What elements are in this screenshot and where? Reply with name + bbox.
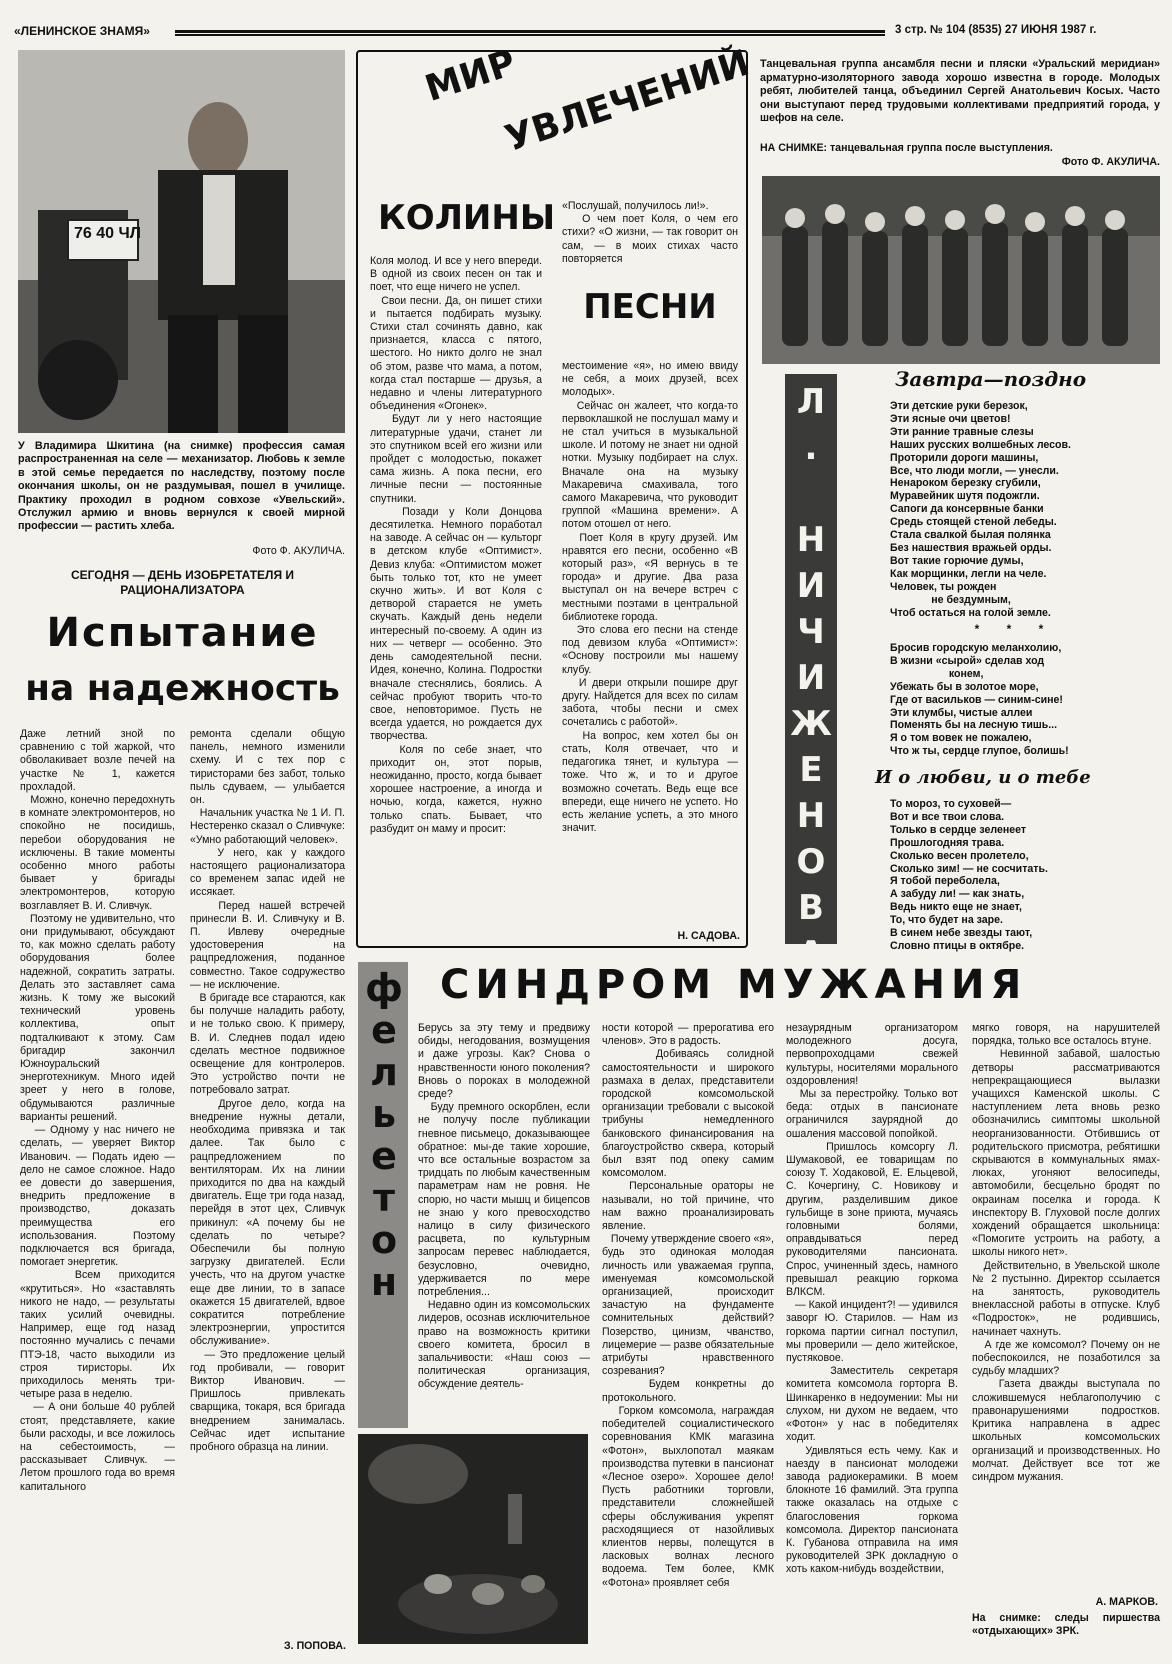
- feuilleton-column-3: незаурядным организатором молодежного досуга, первопроходцами свежей культуры, носителями морального оздоровления! Мы за перестройку. Только вот беда: отдых в пансионате ограничился заурядной до ошаления массовой попойкой. Пришлось комсоргу Л. Шумаковой, ее товарищам по союзу Т. Ходаковой, Е. Ельцевой, С. Кочергину, С. Новикову и другим, разделившим дикое гульбище в зоне приюта, мучаясь головными болями, оправдываться перед руководителями пансионата. Спрос, учиненный здесь, намного превышал реакцию горкома ВЛКСМ. — Какой инцидент?! — удивился заворг Ю. Старилов. — Нам из горкома партии сигнал поступил, мы проверили — дело житейское, пустяковое. Заместитель секретаря комитета комсомола горторга В. Шинкаренко в недоумении: Мы ни слухом, ни духом не ведаем, что «Фотон» у нас в победителях ходит. Удивляться есть чему. Как и наезду в пансионат молодежи завода радиокерамики. В моем блокноте 16 фамилий. Эта группа также оказалась на отдыхе с благословения горкома комсомола. Директор пансионата К. Губанова отправила на имя руководителей ЗРК докладную о хоть каком-нибудь воздействии,: [786, 1022, 958, 1576]
- poem2-line: В жизни «сырой» сделав ход: [890, 654, 1045, 667]
- photo-left-credit: Фото Ф. АКУЛИЧА.: [252, 545, 345, 557]
- tractor-plate-number: 76 40 ЧЛ: [74, 225, 141, 242]
- poem3-line: Сколько весен пролетело,: [890, 849, 1029, 862]
- poem2-line: Где от васильков — синим-сине!: [890, 693, 1063, 706]
- photo-tractor-driver-drawing: [18, 50, 345, 433]
- feuilleton-title: СИНДРОМ МУЖАНИЯ: [440, 962, 1028, 1008]
- photo-left-caption: У Владимира Шкитина (на снимке) профессия самая распространенная на селе — механизатор. Любовь к земле в этой семье передается по наследству, поэтому после окончания школы, он не раздумывая, пошел в училище. Практику проходил в родном совхозе «Увельский». Отслужил армию и вновь вернулся к своей мирной профессии — растить хлеба.: [18, 440, 348, 533]
- masthead-paper-name: «ЛЕНИНСКОЕ ЗНАМЯ»: [14, 24, 150, 38]
- poem1-line: Без нашествия вражьей орды.: [890, 541, 1052, 554]
- poem1-line: Человек, ты рожден: [890, 580, 997, 593]
- hobby-title-part2: ПЕСНИ: [583, 287, 717, 327]
- feuilleton-column-4: мягко говоря, на нарушителей порядка, только все осталось втуне. Невинной забавой, шалостью детворы рассматриваются непрекращающиеся вылазки учащихся Каменской школы. С наступлением лета вновь резко обозначились симптомы школьной неорганизованности. Отбившись от родительского присмотра, ребятишки скрываются в коммунальных ямах-люках, угоняют велосипеды, автомобили, бесцельно бродят по окраинам поселка и города. К инспектору В. Глуховой после долгих хождений обращается школьница: «Помогите устроить на работу, а школы никого нет». Действительно, в Увельской школе № 2 пустынно. Директор ссылается на занятость, руководитель внеклассной работы в отпуске. Клуб «Подросток», не родившись, начинает чахнуть. А где же комсомол? Почему он не побеспокоился, не позаботился за судьбу младших? Газета дважды выступала по сложившемуся неблагополучию с правонарушениями подростков. Критика направлена в адрес школьных комсомольских организаций и производственных. Но молчат. Действует все тот же синдром мужания.: [972, 1022, 1160, 1483]
- inventor-column-1: Даже летний зной по сравнению с той жаркой, что обволакивает возле печей на участке № 1, кажется прохладой. Можно, конечно передохнуть в комнате электромонтеров, но спокойно не посидишь, перебои оборудования не исключены. В такие моменты особенно много работы бывает у бригады электромонтеров, которую возглавляет В. И. Сливчук. Поэтому не удивительно, что они придумывают, обсуждают то, как можно сделать работу оборудования более надежной, сократить затраты. Делать это заставляет сама жизнь. К тому же высокий технический уровень коллектива, опыт подталкивают к этому. Сам бригадир закончил Южноуральский энерготехникум. Много идей зреет у него в голове, обдумываются различные варианты решений. — Одному у нас ничего не сделать, — уверяет Виктор Иванович. — Подать идею — дело не самое сложное. Надо ее довести до завершения, внедрить предложение в производство, доказать преимущества его использования. Поэтому подключается вся бригада, помогает энергетик. Всем приходится «крутиться». Но «заставлять никого не надо, — результаты таких усилий очевидны. Например, еще год назад постоянно мучались с печами ПТЭ-18, часто выходили из строя тиристоры. Их приходилось менять три-четыре раза в неделю. — А они больше 40 рублей стоят, представляете, какие были расходы, и все ложилось на себестоимость, — рассказывает Сливчук. — Летом прошлого года во время капитального: [20, 728, 175, 1493]
- masthead-issue-info: 3 стр. № 104 (8535) 27 ИЮНЯ 1987 г.: [895, 24, 1097, 36]
- feuilleton-rubric-band: [358, 962, 408, 1428]
- poem2-line: Эти клумбы, чистые аллеи: [890, 706, 1033, 719]
- poem3-lines: [890, 798, 1165, 958]
- poem2-line: Поменять бы на лесную тишь...: [890, 719, 1058, 732]
- feuilleton-column-2: ности которой — прерогатива его членов». Это в радость. Добиваясь солидной самостоятельности и широкого размаха в делах, представители городской комсомольской организации требовали с высокой трибуны немедленного банковского финансирования на благоустройство сквера, который был взят под опеку самим комсомолом. Персональные ораторы не называли, но той причине, что нам важно проанализировать явление. Почему утверждение своего «я», будь это одинокая молодая личность или уважаемая группа, именуемая комсомольской организацией, происходит зачастую на фундаменте сомнительных действий? Позерство, цинизм, чванство, лицемерие — разве обязательные атрибуты нравственного созревания? Будем конкретны до протокольного. Горком комсомола, награждая победителей социалистического соревнования КМК магазина «Фотон», выхлопотал маякам производства путевки в пансионат «Лесное озеро». Хорошее дело! Пусть работники торговли, представители сложнейшей сферы обслуживания укрепят расходящиеся от назойливых клиентов нервы, полещутся в ласковых волнах лесного водоема. Тем более, КМК «Фотона» проявляет себя: [602, 1022, 774, 1589]
- photo-dance-group-drawing: [762, 176, 1160, 364]
- poem3-line: В синем небе звезды тают,: [890, 927, 1033, 940]
- hobby-author: Н. САДОВА.: [677, 930, 740, 942]
- inventor-author: З. ПОПОВА.: [284, 1640, 346, 1652]
- poem1-line: Чтоб остаться на голой земле.: [890, 606, 1051, 619]
- poem3-line: То, что будет на заре.: [890, 914, 1003, 927]
- poem1-line: Эти детские руки березок,: [890, 400, 1028, 412]
- poem-separator: * * *: [974, 622, 1056, 636]
- hobby-column-2: местоимение «я», но имею ввиду не себя, а моих друзей, всех молодых». Сейчас он жалеет, что когда-то первоклашкой не послушал маму и не стал учиться в музыкальной школе. И потому не знает ни одной нотки. Музыку подбирает на слух. Вначале она на музыку Макаревича смахивала, того самого Макаревича, что руководит группой «Машина времени». А потом отошел от него. Поет Коля в кругу друзей. Им нравятся его песни, особенно «В который раз», «Я вернусь в те города» и другие. Два раза выступал он на вечере встреч с местными поэтами в центральной библиотеке города. Это слова его песни на стенде под девизом клуба «Оптимист»: «Основу построили мы нашему клубу. И двери открыли пошире друг другу. Найдется для всех по силам забота, чтобы песни и смех сочетались с работой». На вопрос, кем хотел бы он стать, Коля отвечает, что и педагогика тянет, и культура — тоже. Что ж, и то и другое возможно сочетать. Ведь еще все впереди, еще ничего не успето. Но есть желание успеть, а это много значит.: [562, 360, 738, 835]
- feuilleton-rubric-text: фельетон: [362, 966, 406, 1302]
- poem2-line: Убежать бы в золотое море,: [890, 680, 1039, 693]
- poem1-line: Проторили дороги машины,: [890, 451, 1039, 464]
- poet-name-vertical: [785, 374, 837, 980]
- poem1-line: Все, что люди могли, — унесли.: [890, 464, 1059, 477]
- dance-photo-caption: НА СНИМКЕ: танцевальная группа после выступления.: [760, 142, 1053, 154]
- poem1-line: Ненароком березку сгубили,: [890, 477, 1041, 490]
- dance-text: Танцевальная группа ансамбля песни и пляски «Уральский меридиан» арматурно-изоляторного завода хорошо известна в городе. Молодых ребят, любителей танца, объединил Сергей Анатольевич Косых. Часто они выступают перед трудовыми коллективами предприятий города, у шефов на селе.: [760, 58, 1163, 125]
- photo-party-remains: [358, 1434, 588, 1644]
- poem1-lines: [890, 400, 1165, 620]
- poem2-line: конем,: [890, 667, 984, 680]
- poem3-line: Сколько зим! — не сосчитать.: [890, 862, 1048, 875]
- poem1-line: Сапоги да консервные банки: [890, 503, 1044, 516]
- hobby-rubric-word1: МИР: [420, 42, 521, 110]
- feuilleton-column-1: Берусь за эту тему и предвижу обиды, негодования, возмущения и даже угрозы. Как? Снова о нравственности юного поколения? Вновь о пороках в молодежной среде? Буду премного оскорблен, если не получу после публикации гневное письмецо, доказывающее обратное: мы-де такие хорошие, что все остальные возрастом за тридцать по любым качественным параметрам нам не ровня. Не спорю, но части мышц и бицепсов не знаю у кого превосходство налицо в силу физического расцвета, по культурным запросам перевес наблюдается, безусловно, очевидно, удерживается по мере потребления... Недавно один из комсомольских лидеров, осознав исключительное право на возможность критики своего комитета, бросил в запальчивости: «Наш союз — политическая организация, обсуждение деятель-: [418, 1022, 590, 1391]
- poem3-title: И о любви, и о тебе: [875, 767, 1091, 788]
- poem3-line: Словно птицы в октябре.: [890, 939, 1025, 952]
- poem1-line: Средь стоящей стеной лебеды.: [890, 516, 1057, 529]
- photo-dance-group: [762, 176, 1160, 364]
- poem2-line: Что ж ты, сердце глупое, болишь!: [890, 745, 1069, 758]
- hobby-column-1: Коля молод. И все у него впереди. В одной из своих песен он так и поет, что еще ничего не успел. Свои песни. Да, он пишет стихи и пытается подбирать музыку. Стихи стал сочинять давно, как признается, класса с пятого, шестого. Но никто долго не знал об этом, разве что мама, а потом, когда стал постарше — друзья, а недавно и члены литературного объединения «Огонек». Будут ли у него настоящие литературные удачи, станет ли это спутником всей его жизни или пройдет с молодостью, покажет сама жизнь. А пока песни, его личные песни — постоянные спутники. Позади у Коли Донцова десятилетка. Немного поработал на заводе. А сейчас он — культорг в детском клубе «Оптимист». Девиз клуба: «Оптимистом может быть только тот, кто не умеет скучно жить». И вот Коля с детворой старается не уметь скучать. Каждый день недели интересный по-своему. А один из них — четверг — особенно. Это день самодеятельной песни. Идея, конечно, Колина. Подростки вначале стеснялись, боялись. А сейчас пробуют творить что-то свое, неповторимое. Пусть не всегда удается, но рождается дух творчества. Коля по себе знает, что приходит он, этот порыв, неожиданно, просто, когда бывает хорошее настроение, а иногда и ночью, когда, кажется, нужно только спать. Бывает, что разбудит он маму и просит:: [370, 255, 542, 835]
- poem3-line: А забуду ли! — как знать,: [890, 888, 1025, 901]
- photo-party-remains-drawing: [358, 1434, 588, 1644]
- poem1-line: Эти ясные очи цветов!: [890, 412, 1011, 425]
- photo-tractor-driver: [18, 50, 345, 433]
- inventor-column-2: ремонта сделали общую панель, немного изменили схему. И с тех пор с тиристорами без забот, только пыль сдуваем, — улыбается он. Начальник участка № 1 И. П. Нестеренко сказал о Сливчуке: «Умно работающий человек». У него, как у каждого настоящего рационализатора со временем запас идей не иссякает. Перед нашей встречей принесли В. И. Сливчуку и В. П. Ивлеву очередные удостоверения на рацпредложения, поданное совместно. Такое содружество — не исключение. В бригаде все стараются, как бы получше наладить работу, и не только свою. К примеру, В. И. Следнев подал идею сделать местное подвижное освещение для контролеров. Это устройство почти не потребовало затрат. Другое дело, когда на внедрение нужны детали, необходима привязка и так далее. Так было с рацпредложением по вентиляторам. Их на линии приходится по два на каждый двигатель. Еще три года назад, перейдя в этот цех, Сливчук прикинул: «А почему бы не сделать по четыре? Обеспечили бы полную загрузку двигателей. Если учесть, что на другом участке еще две линии, то в запасе окажется 15 двигателей, вдвое сократится потребление электроэнергии, упростится обслуживание». — Это предложение целый год пробивали, — говорит Виктор Иванович. — Пришлось привлекать сварщика, токаря, вся бригада внедрением занималась. Сейчас идет испытание пробного образца на линии.: [190, 728, 345, 1453]
- poem3-line: Только в сердце зеленеет: [890, 823, 1027, 836]
- poem2-lines: [890, 642, 1165, 762]
- poem2-line: Бросив городскую меланхолию,: [890, 642, 1062, 654]
- poem1-line: не бездумным,: [890, 593, 1011, 606]
- poem3-line: То мороз, то суховей—: [890, 798, 1012, 810]
- inventor-title-line1: Испытание: [46, 610, 319, 656]
- poem3-line: Вот и все твои слова.: [890, 810, 1005, 823]
- poem2-line: Я о том вовек не пожалею,: [890, 732, 1032, 745]
- poem1-line: Наших русских волшебных лесов.: [890, 438, 1071, 451]
- feuilleton-author: А. МАРКОВ.: [1095, 1596, 1158, 1608]
- poem3-line: Я тобой переболела,: [890, 875, 1000, 888]
- poet-name-text: Л. НИЧИЖЕНОВА: [791, 382, 831, 980]
- hobby-rubric-word2: УВЛЕЧЕНИЙ: [500, 42, 755, 160]
- poem1-title: Завтра—поздно: [895, 367, 1087, 391]
- feuilleton-photo-caption: На снимке: следы пиршества «отдыхающих» ЗРК.: [972, 1612, 1163, 1638]
- poem1-line: Стала свалкой былая полянка: [890, 529, 1051, 542]
- poem1-line: Как морщинки, легли на челе.: [890, 567, 1047, 580]
- inventor-title-line2: на надежность: [25, 668, 340, 709]
- hobby-column-2-top: «Послушай, получилось ли!». О чем поет Коля, о чем его стихи? «О жизни, — так говорит он сам, — в моих стихах часто повторяется: [562, 200, 738, 265]
- hobby-title-part1: КОЛИНЫ: [378, 198, 556, 238]
- poem1-line: Муравейник шутя подожгли.: [890, 490, 1040, 503]
- poem3-line: Прошлогодняя трава.: [890, 836, 1005, 849]
- poem1-line: Вот такие горючие думы,: [890, 554, 1024, 567]
- poem1-line: Эти ранние травные слезы: [890, 425, 1034, 438]
- poem3-line: Ведь никто еще не знает,: [890, 901, 1022, 914]
- inventor-rubric: СЕГОДНЯ — ДЕНЬ ИЗОБРЕТАТЕЛЯ И РАЦИОНАЛИЗАТОРА: [70, 568, 295, 597]
- dance-photo-credit: Фото Ф. АКУЛИЧА.: [1061, 156, 1160, 168]
